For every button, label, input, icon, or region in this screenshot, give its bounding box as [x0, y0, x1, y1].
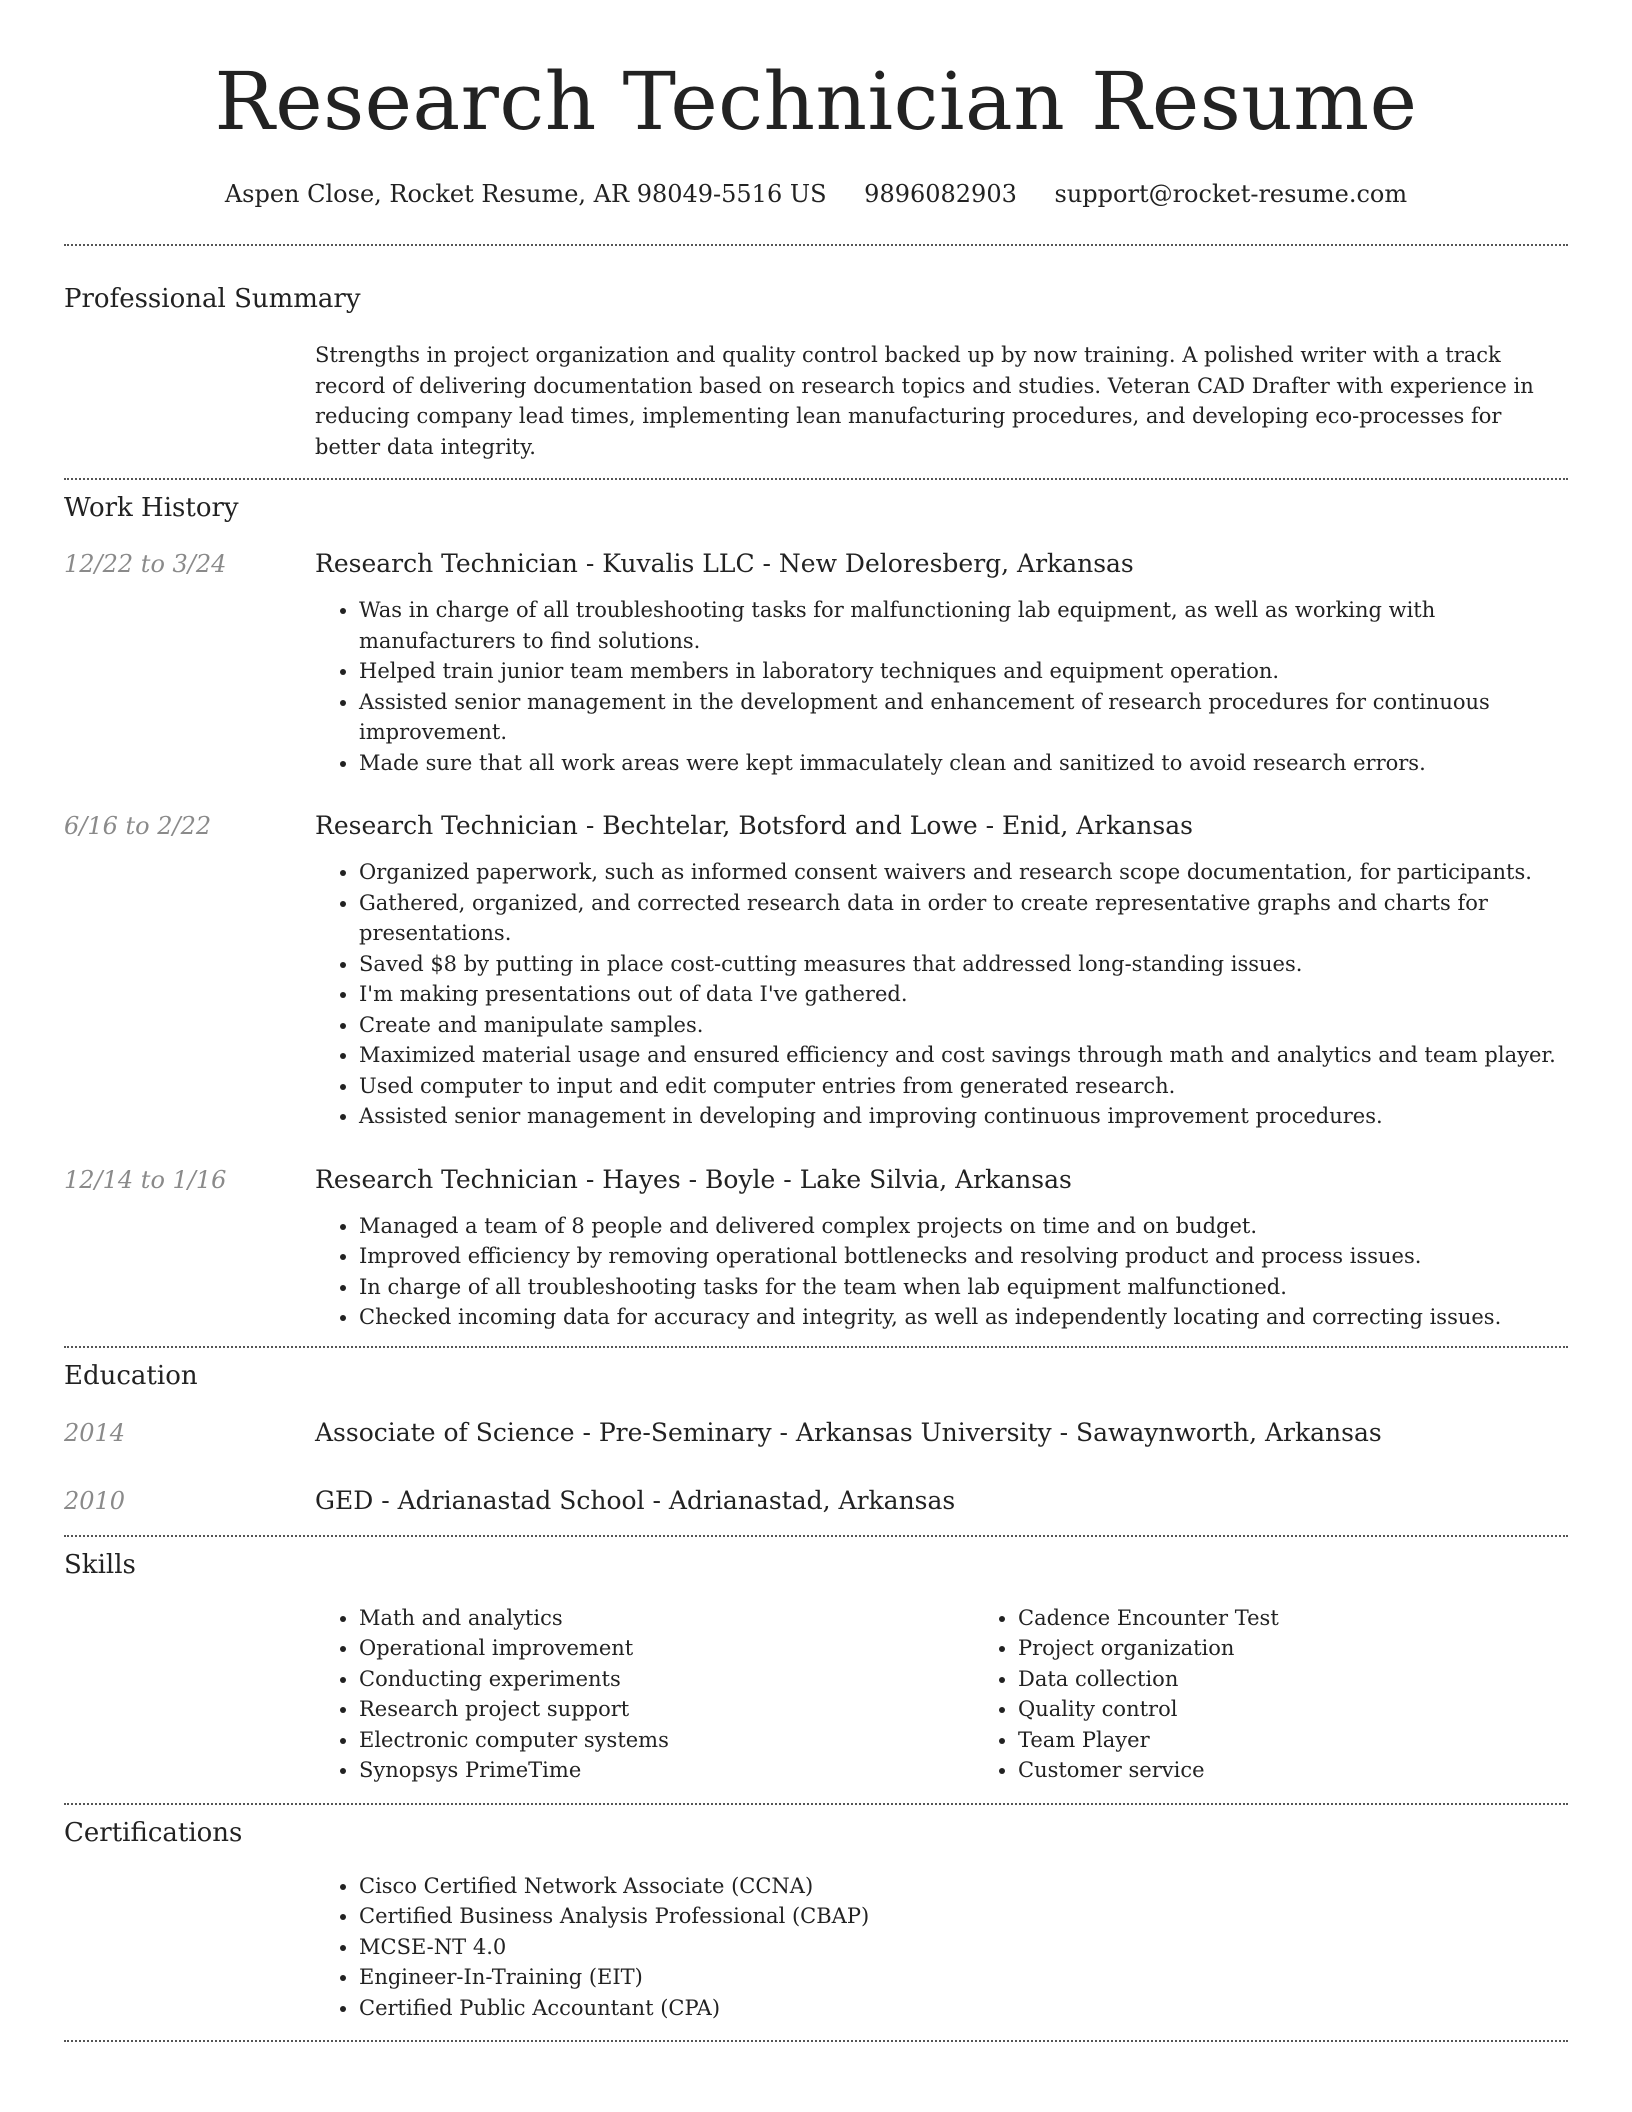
- list-item: • Made sure that all work areas were kept immaculately clean and sanitized to avoid research errors.: [359, 748, 1568, 779]
- section-title-skills: Skills: [64, 1549, 136, 1580]
- education-degree: GED - Adrianastad School - Adrianastad, Arkansas: [315, 1485, 956, 1515]
- list-item: • Data collection: [1018, 1664, 1279, 1695]
- list-item: • Certified Business Analysis Professional (CBAP): [359, 1901, 1568, 1932]
- skills-list-left: [315, 1603, 974, 1786]
- contact-phone: 9896082903: [864, 180, 1017, 208]
- list-item: • Math and analytics: [359, 1603, 974, 1634]
- list-item: • Project organization: [1018, 1633, 1279, 1664]
- list-item: • Managed a team of 8 people and delivered complex projects on time and on budget.: [359, 1211, 1568, 1242]
- job-bullets: [315, 857, 1568, 1132]
- divider: [64, 2040, 1568, 2042]
- job-entry: [64, 548, 1568, 778]
- list-item: • Conducting experiments: [359, 1664, 974, 1695]
- list-item: • Research project support: [359, 1694, 974, 1725]
- list-item: • Helped train junior team members in laboratory techniques and equipment operation.: [359, 656, 1568, 687]
- section-education: [64, 1348, 1568, 1517]
- job-bullets: [315, 595, 1568, 778]
- list-item: • Cisco Certified Network Associate (CCNA): [359, 1871, 1568, 1902]
- education-entry: [64, 1417, 1568, 1449]
- list-item: • Certified Public Accountant (CPA): [359, 1993, 1568, 2024]
- job-title: Research Technician - Kuvalis LLC - New Deloresberg, Arkansas: [315, 549, 1134, 578]
- list-item: • Quality control: [1018, 1694, 1279, 1725]
- job-entry: [64, 1164, 1568, 1333]
- list-item: • Checked incoming data for accuracy and integrity, as well as independently locating and correcting issues.: [359, 1302, 1568, 1333]
- list-item: • Customer service: [1018, 1755, 1279, 1786]
- list-item: • Electronic computer systems: [359, 1725, 974, 1756]
- list-item: • In charge of all troubleshooting tasks for the team when lab equipment malfunctioned.: [359, 1272, 1568, 1303]
- job-entry: [64, 810, 1568, 1132]
- resume-title: Research Technician Resume: [214, 55, 1418, 148]
- list-item: • Used computer to input and edit computer entries from generated research.: [359, 1071, 1568, 1102]
- resume-header: [64, 0, 1568, 210]
- list-item: • Cadence Encounter Test: [1018, 1603, 1279, 1634]
- list-item: • Operational improvement: [359, 1633, 974, 1664]
- skills-grid: [315, 1603, 1568, 1786]
- certifications-list: [315, 1871, 1568, 2024]
- section-title-work-history: Work History: [64, 493, 239, 523]
- job-dates: 6/16 to 2/22: [64, 812, 212, 840]
- contact-email: support@rocket-resume.com: [1054, 180, 1408, 208]
- section-title-certifications: Certifications: [64, 1817, 243, 1848]
- list-item: • Was in charge of all troubleshooting tasks for malfunctioning lab equipment, as well as working with manufacturers to find solutions.: [359, 595, 1568, 656]
- list-item: • I'm making presentations out of data I've gathered.: [359, 979, 1568, 1010]
- list-item: • Maximized material usage and ensured efficiency and cost savings through math and analytics and team player.: [359, 1040, 1568, 1071]
- education-degree: Associate of Science - Pre-Seminary - Arkansas University - Sawaynworth, Arkansas: [315, 1417, 1382, 1447]
- list-item: • Improved efficiency by removing operational bottlenecks and resolving product and process issues.: [359, 1241, 1568, 1272]
- list-item: • Saved $8 by putting in place cost-cutting measures that addressed long-standing issues.: [359, 949, 1568, 980]
- section-work-history: [64, 480, 1568, 1333]
- job-title: Research Technician - Hayes - Boyle - Lake Silvia, Arkansas: [315, 1164, 1072, 1194]
- job-bullets: [315, 1211, 1568, 1333]
- list-item: • Engineer-In-Training (EIT): [359, 1962, 1568, 1993]
- list-item: • Assisted senior management in developing and improving continuous improvement procedures.: [359, 1101, 1568, 1132]
- summary-text: Strengths in project organization and quality control backed up by now training. A polished writer with a track record of delivering documentation based on research topics and studies. Veteran CAD Drafter with experience in reducing company lead times, implementing lean manufacturing procedures, and developing eco-processes for better data integrity.: [315, 343, 1534, 459]
- list-item: • Gathered, organized, and corrected research data in order to create representative graphs and charts for presentations.: [359, 888, 1568, 949]
- section-skills: [64, 1537, 1568, 1786]
- job-dates: 12/14 to 1/16: [64, 1165, 227, 1194]
- contact-address: Aspen Close, Rocket Resume, AR 98049-5516 US: [224, 180, 827, 208]
- education-year: 2014: [64, 1418, 126, 1447]
- skills-list-right: [974, 1603, 1279, 1786]
- section-summary: [64, 246, 1568, 462]
- section-title-education: Education: [64, 1360, 198, 1391]
- education-year: 2010: [64, 1486, 126, 1515]
- list-item: • Synopsys PrimeTime: [359, 1755, 974, 1786]
- list-item: • Team Player: [1018, 1725, 1279, 1756]
- list-item: • Create and manipulate samples.: [359, 1010, 1568, 1041]
- job-title: Research Technician - Bechtelar, Botsford and Lowe - Enid, Arkansas: [315, 811, 1193, 840]
- section-certifications: [64, 1805, 1568, 2024]
- list-item: • Organized paperwork, such as informed consent waivers and research scope documentation, for participants.: [359, 857, 1568, 888]
- job-dates: 12/22 to 3/24: [64, 550, 227, 578]
- education-entry: [64, 1485, 1568, 1517]
- section-title-summary: Professional Summary: [64, 284, 361, 314]
- list-item: • MCSE-NT 4.0: [359, 1932, 1568, 1963]
- contact-line: [64, 178, 1568, 210]
- list-item: • Assisted senior management in the development and enhancement of research procedures for continuous improvement.: [359, 687, 1568, 748]
